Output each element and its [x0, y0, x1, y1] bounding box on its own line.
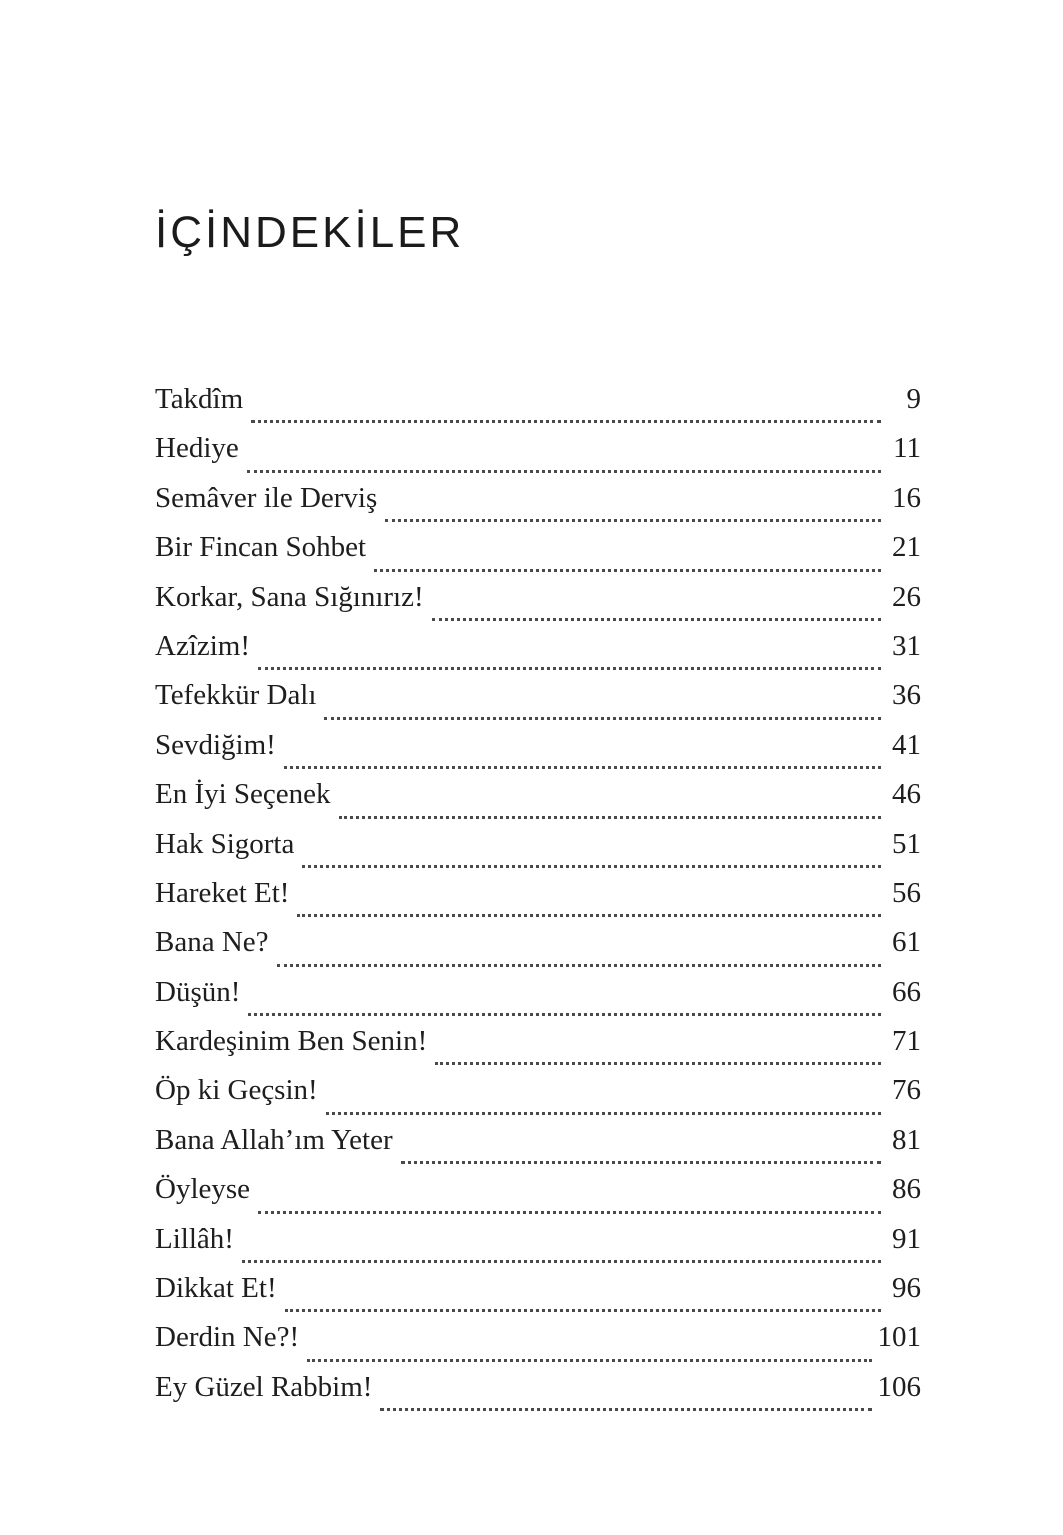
toc-entry-page: 21 — [892, 531, 921, 564]
toc-entry-title: Korkar, Sana Sığınırız! — [155, 580, 424, 613]
toc-list — [155, 383, 921, 1420]
toc-entry-page: 61 — [892, 926, 921, 959]
toc-entry-page: 96 — [892, 1272, 921, 1305]
dot-leader — [401, 1161, 881, 1164]
toc-entry-page: 101 — [877, 1321, 921, 1354]
dot-leader — [284, 766, 881, 769]
toc-entry — [155, 976, 921, 1025]
toc-entry-title: Bir Fincan Sohbet — [155, 531, 367, 564]
page-title: İÇİNDEKİLER — [155, 208, 465, 257]
toc-entry — [155, 828, 921, 877]
toc-entry — [155, 1074, 921, 1123]
toc-entry-title: Ey Güzel Rabbim! — [155, 1370, 373, 1403]
toc-entry-title: Hediye — [155, 432, 239, 465]
dot-leader — [277, 964, 881, 967]
toc-entry-title: Hak Sigorta — [155, 827, 295, 860]
toc-entry-title: Semâver ile Derviş — [155, 481, 378, 514]
toc-entry-page: 91 — [892, 1222, 921, 1255]
toc-entry-page: 106 — [877, 1370, 921, 1403]
toc-entry-page: 11 — [893, 432, 921, 465]
dot-leader — [339, 816, 881, 819]
toc-entry — [155, 729, 921, 778]
toc-entry-title: Tefekkür Dalı — [155, 679, 317, 712]
toc-entry-page: 9 — [906, 383, 921, 415]
dot-leader — [432, 618, 881, 621]
toc-entry-title: Düşün! — [155, 975, 241, 1008]
dot-leader — [374, 569, 881, 572]
toc-entry — [155, 679, 921, 728]
toc-entry-page: 66 — [892, 975, 921, 1008]
dot-leader — [326, 1112, 881, 1115]
toc-entry-title: Lillâh! — [155, 1222, 234, 1255]
toc-entry-title: Takdîm — [155, 383, 244, 415]
toc-entry — [155, 1173, 921, 1222]
toc-entry-page: 16 — [892, 481, 921, 514]
toc-entry-title: Öyleyse — [155, 1173, 251, 1206]
toc-entry — [155, 1124, 921, 1173]
toc-entry-page: 51 — [892, 827, 921, 860]
toc-entry-page: 56 — [892, 876, 921, 909]
toc-entry — [155, 778, 921, 827]
dot-leader — [380, 1408, 871, 1411]
toc-entry — [155, 1321, 921, 1370]
toc-entry-page: 41 — [892, 728, 921, 761]
dot-leader — [247, 470, 881, 473]
toc-entry — [155, 1223, 921, 1272]
toc-entry-title: Hareket Et! — [155, 876, 290, 909]
toc-entry — [155, 482, 921, 531]
dot-leader — [435, 1062, 881, 1065]
dot-leader — [258, 667, 881, 670]
toc-entry — [155, 383, 921, 432]
toc-entry-title: Derdin Ne?! — [155, 1321, 300, 1354]
dot-leader — [385, 519, 881, 522]
toc-entry-page: 26 — [892, 580, 921, 613]
dot-leader — [248, 1013, 881, 1016]
toc-entry-page: 71 — [892, 1025, 921, 1058]
dot-leader — [251, 420, 881, 423]
toc-entry — [155, 1272, 921, 1321]
dot-leader — [297, 914, 881, 917]
toc-entry-title: Öp ki Geçsin! — [155, 1074, 318, 1107]
toc-entry — [155, 1371, 921, 1420]
dot-leader — [307, 1359, 871, 1362]
toc-entry-title: Dikkat Et! — [155, 1272, 277, 1305]
toc-entry-page: 76 — [892, 1074, 921, 1107]
toc-entry-page: 36 — [892, 679, 921, 712]
toc-entry-page: 81 — [892, 1123, 921, 1156]
toc-entry — [155, 531, 921, 580]
dot-leader — [242, 1260, 881, 1263]
toc-entry-title: Sevdiğim! — [155, 728, 276, 761]
toc-entry — [155, 581, 921, 630]
dot-leader — [302, 865, 881, 868]
toc-entry — [155, 630, 921, 679]
dot-leader — [258, 1211, 881, 1214]
toc-entry-title: Kardeşinim Ben Senin! — [155, 1025, 428, 1058]
toc-entry-page: 31 — [892, 629, 921, 662]
toc-entry — [155, 1025, 921, 1074]
toc-entry — [155, 877, 921, 926]
toc-entry-title: Azîzim! — [155, 629, 251, 662]
toc-entry — [155, 926, 921, 975]
toc-entry-page: 46 — [892, 778, 921, 811]
dot-leader — [324, 717, 881, 720]
toc-entry — [155, 432, 921, 481]
toc-entry-page: 86 — [892, 1173, 921, 1206]
toc-entry-title: En İyi Seçenek — [155, 778, 331, 811]
toc-entry-title: Bana Ne? — [155, 926, 269, 959]
toc-entry-title: Bana Allah’ım Yeter — [155, 1123, 393, 1156]
dot-leader — [285, 1309, 881, 1312]
